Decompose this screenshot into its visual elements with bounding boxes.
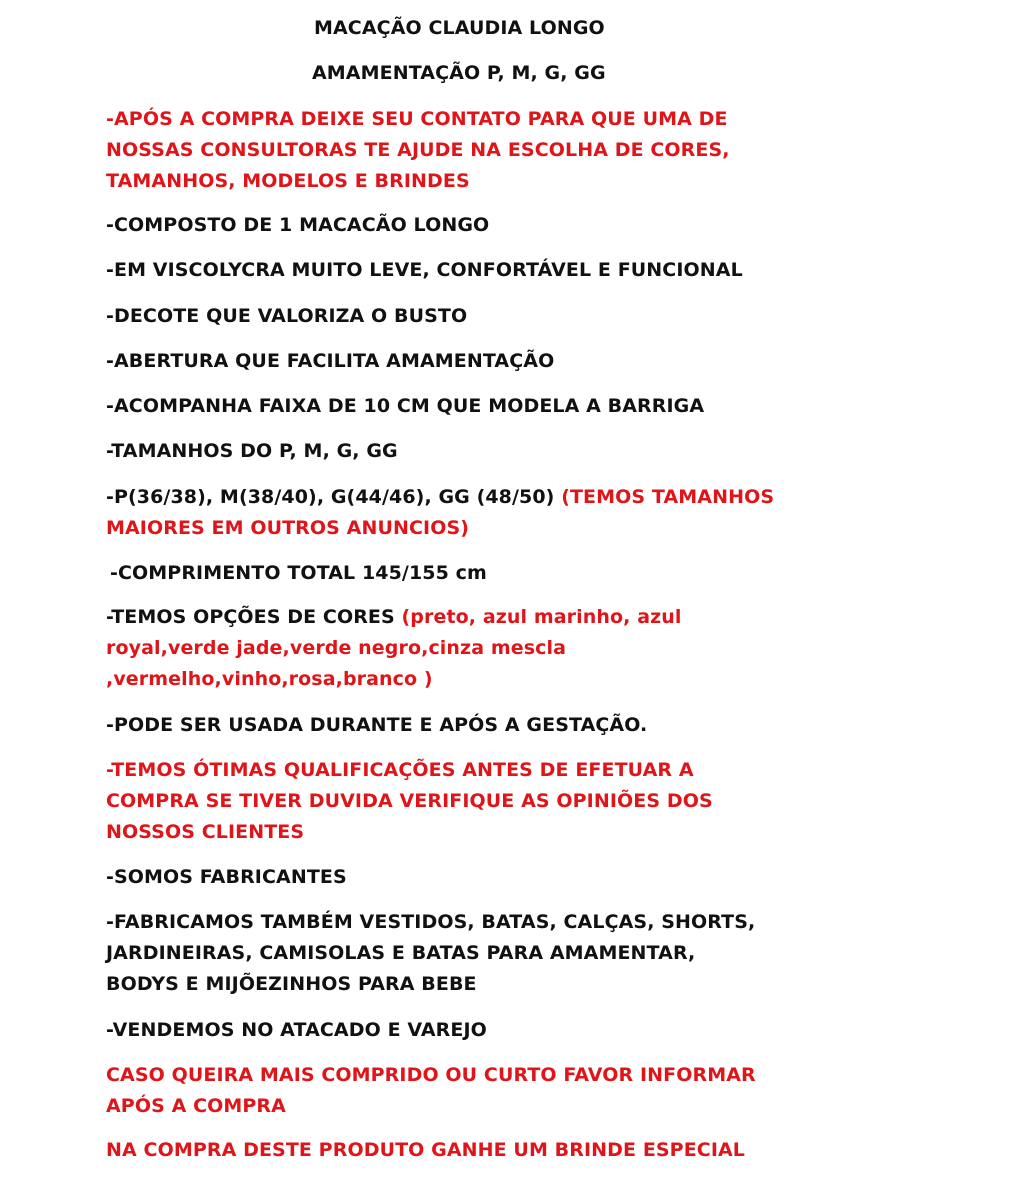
opening-line: -ABERTURA QUE FACILITA AMAMENTAÇÃO — [106, 350, 555, 372]
product-subtitle: AMAMENTAÇÃO P, M, G, GG — [312, 62, 606, 84]
length-line: -COMPRIMENTO TOTAL 145/155 cm — [110, 562, 487, 584]
also-make-line: -FABRICAMOS TAMBÉM VESTIDOS, BATAS, CALÇAS, SHORTS, — [106, 911, 756, 933]
gift-line: NA COMPRA DESTE PRODUTO GANHE UM BRINDE ESPECIAL — [106, 1139, 746, 1161]
size-measures-line — [106, 482, 774, 513]
product-title: MACAÇÃO CLAUDIA LONGO — [314, 17, 605, 39]
also-make-line: BODYS E MIJÕEZINHOS PARA BEBE — [106, 973, 477, 995]
neckline-line: -DECOTE QUE VALORIZA O BUSTO — [106, 305, 468, 327]
colors-list-text: (preto, azul marinho, azul — [401, 606, 682, 628]
wholesale-line: -VENDEMOS NO ATACADO E VAREJO — [106, 1019, 487, 1041]
bigger-sizes-text: MAIORES EM OUTROS ANUNCIOS) — [106, 517, 470, 539]
qualifications-line: NOSSOS CLIENTES — [106, 821, 305, 843]
length-request-line: APÓS A COMPRA — [106, 1095, 286, 1117]
composition-line: -COMPOSTO DE 1 MACACÃO LONGO — [106, 214, 490, 236]
colors-list-text: ,vermelho,vinho,rosa,branco ) — [106, 668, 433, 690]
material-line: -EM VISCOLYCRA MUITO LEVE, CONFORTÁVEL E FUNCIONAL — [106, 259, 743, 281]
also-make-line: JARDINEIRAS, CAMISOLAS E BATAS PARA AMAMENTAR, — [106, 942, 696, 964]
pregnancy-line: -PODE SER USADA DURANTE E APÓS A GESTAÇÃO. — [106, 714, 648, 736]
colors-label: -TEMOS OPÇÕES DE CORES — [106, 606, 402, 628]
bigger-sizes-text: (TEMOS TAMANHOS — [561, 486, 775, 508]
contact-notice-line: -APÓS A COMPRA DEIXE SEU CONTATO PARA QUE UMA DE — [106, 108, 728, 130]
length-request-line: CASO QUEIRA MAIS COMPRIDO OU CURTO FAVOR INFORMAR — [106, 1064, 756, 1086]
contact-notice-line: NOSSAS CONSULTORAS TE AJUDE NA ESCOLHA DE CORES, — [106, 139, 730, 161]
manufacturers-line: -SOMOS FABRICANTES — [106, 866, 347, 888]
contact-notice-line: TAMANHOS, MODELOS E BRINDES — [106, 170, 470, 192]
sizes-line: -TAMANHOS DO P, M, G, GG — [106, 440, 398, 462]
colors-list-text: royal,verde jade,verde negro,cinza mescla — [106, 637, 567, 659]
qualifications-line: -TEMOS ÓTIMAS QUALIFICAÇÕES ANTES DE EFETUAR A — [106, 759, 694, 781]
belt-line: -ACOMPANHA FAIXA DE 10 CM QUE MODELA A BARRIGA — [106, 395, 705, 417]
colors-line — [106, 602, 682, 633]
size-measures-text: -P(36/38), M(38/40), G(44/46), GG (48/50) — [106, 486, 562, 508]
qualifications-line: COMPRA SE TIVER DUVIDA VERIFIQUE AS OPINIÕES DOS — [106, 790, 713, 812]
